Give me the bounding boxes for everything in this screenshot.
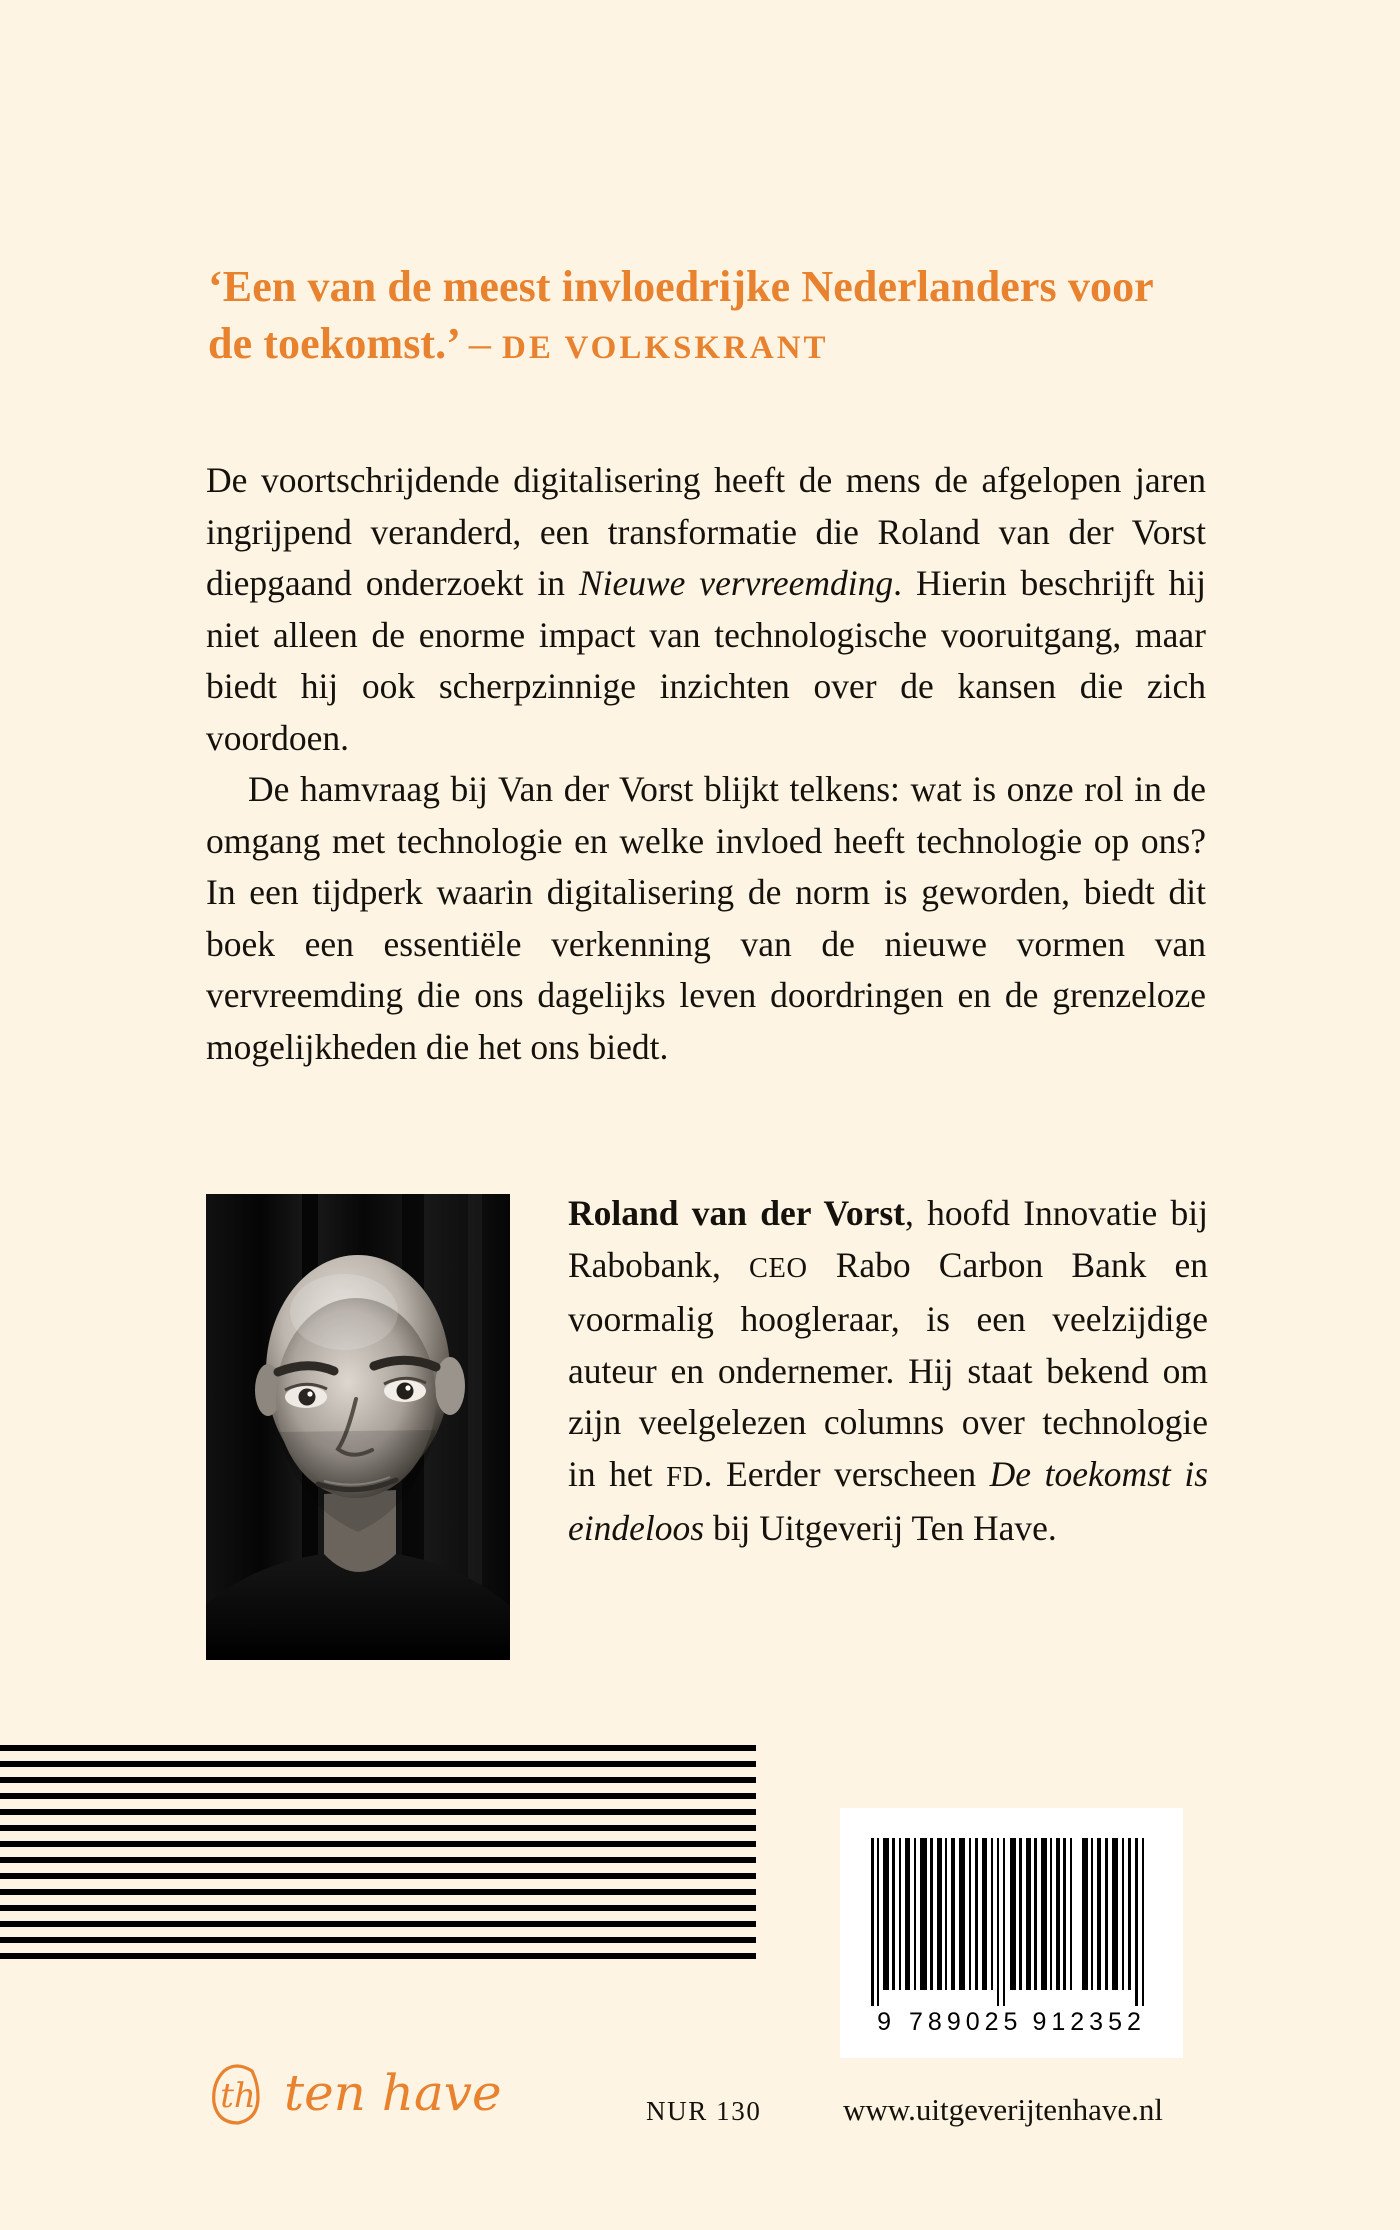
fd-smallcaps: FD [666, 1461, 704, 1493]
publisher-name: ten have [284, 2064, 502, 2122]
barcode-block [840, 1808, 1183, 2058]
decorative-stripes [0, 1745, 756, 1961]
author-bio [568, 1188, 1208, 1555]
author-section [206, 1194, 1208, 1674]
ceo-smallcaps: CEO [748, 1252, 808, 1284]
bio-part-3: . Eerder verscheen [703, 1453, 990, 1494]
bio-part-4: bij Uitgeverij Ten Have. [704, 1508, 1057, 1548]
barcode-digits [862, 2008, 1162, 2037]
publisher-website: www.uitgeverijtenhave.nl [843, 2092, 1163, 2127]
blurb-text [206, 455, 1206, 1073]
author-portrait-photo [206, 1194, 510, 1660]
pull-quote [208, 258, 1208, 372]
previous-book-title: De toekomst is eindeloos [568, 1453, 1209, 1548]
bio-part-1: , hoofd Innovatie bij Rabobank, [568, 1193, 1208, 1285]
svg-text:th: th [220, 2076, 256, 2116]
ten-have-circle-icon [208, 2057, 270, 2129]
portrait-illustration [206, 1194, 510, 1660]
book-title-italic: Nieuwe vervreemding [578, 563, 894, 603]
barcode-group-2: 912352 [1032, 2008, 1146, 2036]
barcode-lead-digit: 9 [877, 2008, 894, 2036]
blurb-p1-part1: De voortschrijdende digitalisering heeft de mens de afgelopen jaren ingrijpend veranderd, een transformatie die Roland van der Vorst diepgaand onderzoekt in [206, 460, 1206, 603]
quote-dash: – [468, 319, 491, 369]
blurb-p1-part2: . Hierin beschrijft hij niet alleen de enorme impact van technologische vooruitgang, maar biedt hij ook scherpzinnige inzichten over de kansen die zich voordoen. [206, 563, 1206, 758]
bio-part-2: Rabo Carbon Bank en voormalig hoogleraar, is een veelzijdige auteur en ondernemer. Hij staat bekend om zijn veelgelezen columns over technologie in het [568, 1244, 1208, 1494]
quote-source: DE VOLKSKRANT [502, 330, 829, 367]
blurb-paragraph-2: De hamvraag bij Van der Vorst blijkt telkens: wat is onze rol in de omgang met technologie en welke invloed heeft technologie op ons? In een tijdperk waarin digitalisering de norm is geworden, biedt dit boek een essentiële verkenning van de nieuwe vormen van vervreemding die ons dagelijks leven doordringen en de grenzeloze mogelijkheden die het ons biedt. [206, 769, 1206, 1067]
barcode-bars [869, 1838, 1154, 2006]
author-name: Roland van der Vorst [568, 1193, 905, 1233]
nur-code: NUR 130 [646, 2096, 762, 2126]
barcode-group-1: 789025 [909, 2008, 1023, 2036]
pull-quote-line-1: ‘Een van de meest invloedrijke Nederlanders voor [208, 262, 1154, 311]
publisher-logo [208, 2057, 502, 2129]
blurb-paragraph-1 [206, 455, 1206, 764]
pull-quote-line-2: de toekomst.’ [208, 319, 458, 369]
